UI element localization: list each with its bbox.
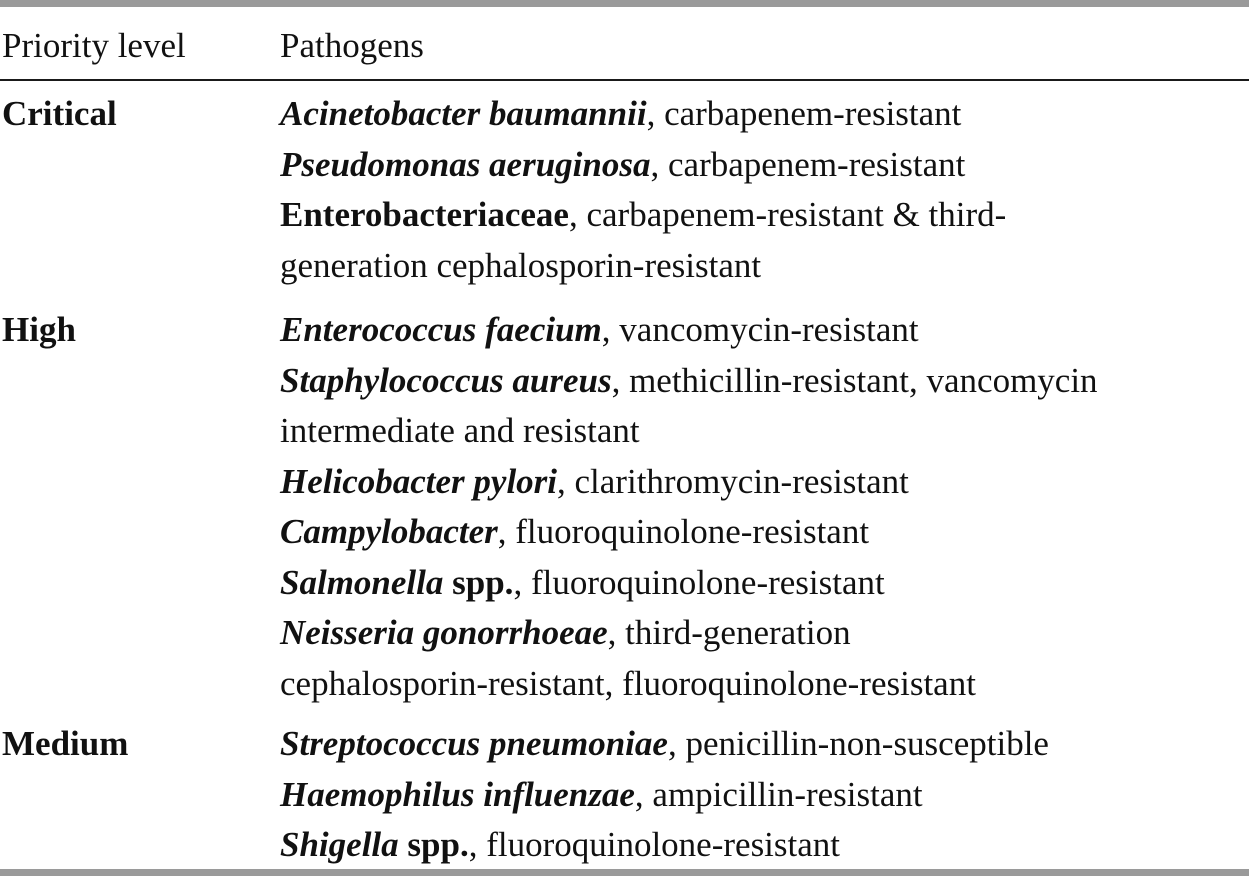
- pathogen-entry: [280, 770, 1240, 821]
- pathogen-name: Salmonella: [280, 562, 444, 602]
- pathogen-detail: , fluoroquinolone-resistant: [497, 512, 870, 551]
- pathogen-name: Shigella: [280, 825, 399, 864]
- priority-level-label: Medium: [2, 724, 129, 763]
- pathogen-detail: , fluoroquinolone-resistant: [513, 562, 885, 602]
- pathogen-detail: , third-generation: [607, 613, 851, 652]
- pathogen-name: Enterobacteriaceae: [280, 195, 569, 234]
- pathogen-name: Staphylococcus aureus: [280, 360, 612, 400]
- header-rule: [0, 79, 1249, 81]
- pathogen-entry: [280, 356, 1240, 407]
- pathogen-entry: [280, 457, 1240, 508]
- pathogen-name: Enterococcus faecium: [280, 310, 602, 349]
- pathogen-detail: , carbapenem-resistant: [646, 94, 962, 133]
- pathogen-spp: spp.: [398, 825, 469, 864]
- pathogen-list: [280, 719, 1240, 871]
- pathogen-entry: [280, 820, 1240, 871]
- pathogen-spp: spp.: [443, 562, 514, 602]
- pathogen-detail: , carbapenem-resistant: [650, 144, 966, 184]
- table-top-rule: [0, 0, 1249, 7]
- header-priority-level: Priority level: [2, 26, 186, 65]
- pathogen-entry: [280, 608, 1240, 659]
- pathogen-name: Campylobacter: [280, 512, 498, 551]
- table-header: [0, 24, 1249, 68]
- pathogen-entry: [280, 89, 1240, 140]
- pathogen-name: Haemophilus influenzae: [280, 774, 635, 814]
- pathogen-entry: [280, 558, 1240, 609]
- priority-level-label: Critical: [2, 94, 117, 133]
- pathogen-name: Acinetobacter baumannii: [280, 94, 647, 133]
- pathogen-name: Helicobacter pylori: [280, 461, 558, 501]
- pathogen-detail: , vancomycin-resistant: [601, 310, 919, 349]
- pathogen-entry: [280, 305, 1240, 356]
- pathogen-detail: , methicillin-resistant, vancomycin: [611, 360, 1098, 400]
- pathogen-name: Neisseria gonorrhoeae: [280, 613, 608, 652]
- pathogen-detail-continued: intermediate and resistant: [280, 411, 640, 450]
- priority-level-label: High: [2, 310, 76, 349]
- pathogen-detail: , ampicillin-resistant: [634, 774, 923, 814]
- pathogen-detail: , penicillin-non-susceptible: [667, 724, 1049, 763]
- pathogen-entry: [280, 190, 1240, 241]
- pathogen-detail: , carbapenem-resistant & third-: [568, 195, 1007, 234]
- pathogen-detail-continued: cephalosporin-resistant, fluoroquinolone-resistant: [280, 663, 976, 703]
- header-pathogens: Pathogens: [280, 26, 424, 65]
- pathogen-list: [280, 89, 1240, 291]
- pathogen-detail-continued: generation cephalosporin-resistant: [280, 245, 762, 285]
- pathogen-detail: , clarithromycin-resistant: [557, 461, 909, 501]
- pathogen-name: Pseudomonas aeruginosa: [280, 144, 651, 184]
- pathogen-list: [280, 305, 1240, 709]
- pathogen-entry: [280, 140, 1240, 191]
- pathogen-detail: , fluoroquinolone-resistant: [468, 825, 841, 864]
- pathogen-entry: [280, 507, 1240, 558]
- pathogen-entry: [280, 719, 1240, 770]
- pathogen-name: Streptococcus pneumoniae: [280, 724, 668, 763]
